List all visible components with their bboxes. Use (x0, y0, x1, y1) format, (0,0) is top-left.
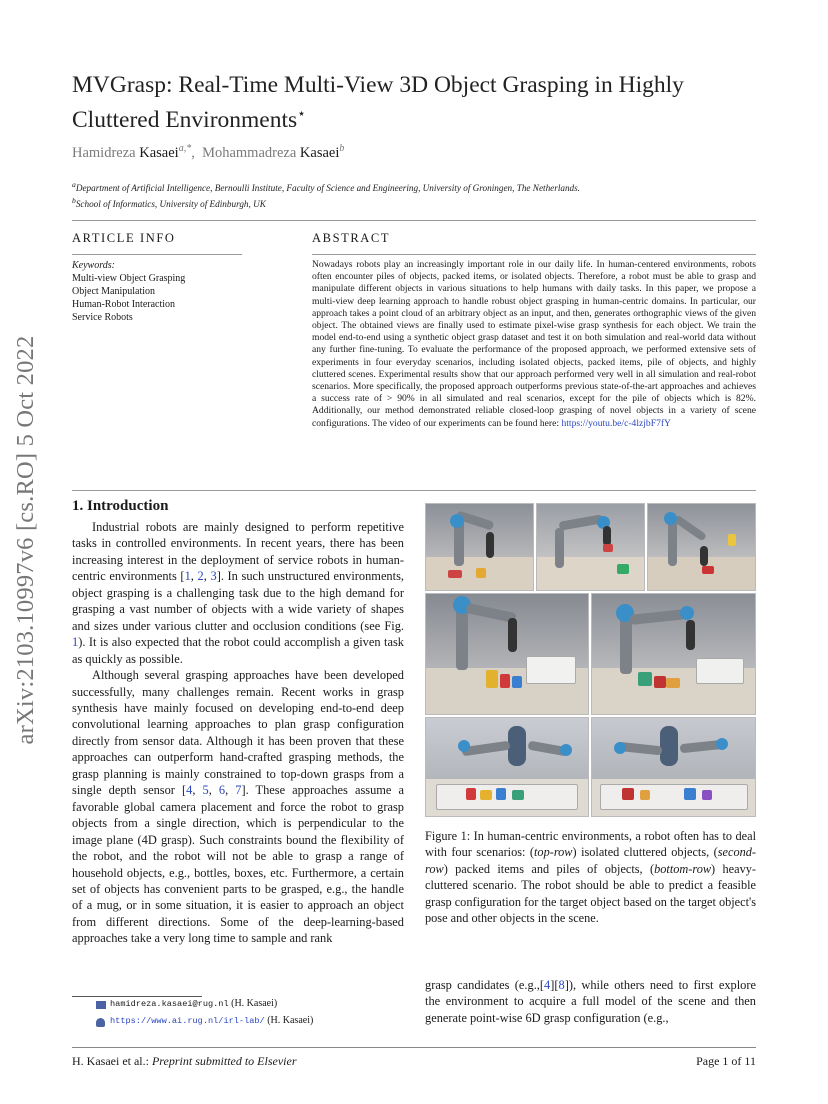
paragraph-text: ). It is also expected that the robot could accomplish a given task as quickly as possible. (72, 635, 404, 666)
paragraph-text: Industrial robots are mainly designed to perform repetitive tasks in controlled environments. In recent years, there has been increasing interest in the deployment of service robots in human-centric environments [ (72, 520, 404, 584)
article-info-heading: ARTICLE INFO (72, 231, 176, 245)
caption-text: ) heavy-cluttered scenario. The robot should be able to predict a feasible grasp configuration for the target object based on the target object's pose and other objects in the scene. (425, 861, 756, 926)
affil-mark: b (72, 196, 76, 205)
photo-pile-of-objects (591, 593, 756, 715)
paper-title (72, 70, 762, 135)
citation-link[interactable]: 8 (558, 978, 565, 992)
author-first-name: Hamidreza (72, 144, 136, 161)
affil-text: Department of Artificial Intelligence, Bernoulli Institute, Faculty of Science and Engineering, University of Groningen, The Netherlands. (75, 183, 581, 194)
intro-paragraph-1: Industrial robots are mainly designed to perform repetitive tasks in controlled environments. In recent years, there has been increasing interest in the deployment of service robots in human-centric environments [1, 2, 3]. In such unstructured environments, object grasping is a challenging task due to the high demand for grasping a vast number of objects with a wide variety of shapes and sizes under various clutter and occlusion conditions (see Fig. 1). It is also expected that the robot could accomplish a given task as quickly as possible. (72, 520, 404, 666)
footnote-url (110, 1015, 313, 1026)
affiliation-b (72, 196, 266, 209)
figure-1-photo-grid (425, 503, 755, 815)
footer-journal: Preprint submitted to Elsevier (151, 1054, 297, 1068)
affiliation-a (72, 180, 580, 193)
footnote-email (110, 998, 277, 1009)
envelope-icon (96, 1001, 106, 1009)
right-column-text: grasp candidates (e.g.,[4][8]), while others need to first explore the environment to acquire a full model of the scene and then generate point-wise 6D grasp configuration (e.g., (425, 978, 756, 1025)
paragraph-text: ]. These approaches assume a favorable global camera placement and force the robot to grasp objects from a single direction, which is perpendicular to the image plane (4D grasp). Such constraints bound the flexibility of the robot, and the robot will not be able to grasp a range of household objects, e.g., bottles, boxes, etc. Furthermore, a certain set of objects has convenient parts to be grasped, e.g., the handle of a mug, or in some situation, it is easier to approach an object from different directions. Some of the deep-learning-based approaches take a very long time to sample and rank (72, 783, 404, 946)
keyword-item: Object Manipulation (72, 286, 156, 297)
photo-cluttered-2 (591, 717, 756, 817)
keyword-item: Multi-view Object Grasping (72, 273, 186, 284)
photo-isolated-1 (425, 503, 534, 591)
email-link[interactable]: hamidreza.kasaei@rug.nl (110, 999, 229, 1009)
author-last-name: Kasaei (139, 144, 179, 161)
author-list: Hamidreza Kasaei$^{a,*}$, Mohammadreza Kasaei$^b$ (72, 143, 345, 161)
lab-url-link[interactable]: https://www.ai.rug.nl/irl-lab/ (110, 1016, 265, 1026)
abstract-end-divider (72, 490, 756, 491)
abstract-divider (312, 254, 756, 255)
footer-authors: H. Kasaei et al.: (72, 1054, 152, 1068)
caption-text: ) isolated cluttered objects, ( (572, 845, 718, 860)
photo-packed-items (425, 593, 589, 715)
page-number: Page 1 of 11 (696, 1054, 756, 1068)
author-affil-mark: a,* (178, 143, 192, 154)
caption-emphasis: bottom-row (654, 861, 712, 876)
video-link[interactable]: https://youtu.be/c-4lzjbF7fY (561, 417, 671, 429)
citation-link[interactable]: 4 (186, 783, 193, 798)
section-heading-introduction: 1. Introduction (72, 498, 169, 514)
intro-paragraph-2: Although several grasping approaches have been developed successfully, many challenges remain. Recent works in grasp synthesis have mainly focused on developing end-to-end deep convolutional learning approaches to plan grasp configuration directly from sensor data. Although it has been proven that these approaches can outperform hand-crafted grasping methods, the grasp planning is mainly constrained to top-down grasps from a single depth sensor [4, 5, 6, 7]. These approaches assume a favorable global camera placement and force the robot to grasp objects from a single direction, which is perpendicular to the image plane (4D grasp). Such constraints bound the flexibility of the robot, and the robot will not be able to grasp a range of household objects, e.g., bottles, boxes, etc. Furthermore, a certain set of objects has convenient parts to be grasped, e.g., the handle of a mug, or in some situation, it is easier to approach an object from different directions. Some of the deep-learning-based approaches take a very long time to sample and rank (72, 668, 404, 946)
figure-1-caption (425, 828, 756, 927)
person-icon (96, 1018, 105, 1027)
citation-link[interactable]: 3 (210, 569, 217, 584)
title-text: MVGrasp: Real-Time Multi-View 3D Object Grasping in Highly Cluttered Environments (72, 72, 684, 133)
keyword-item: Human-Robot Interaction (72, 299, 176, 310)
citation-link[interactable]: 5 (202, 783, 209, 798)
photo-isolated-3 (647, 503, 756, 591)
caption-text: In human-centric environments, a robot often has to deal with four scenarios: ( (425, 829, 757, 860)
paragraph-text: ]), while others need to first explore the environment to acquire a full model of the scene and then generate point-wise 6D grasp configuration (e.g., (425, 978, 756, 1025)
abstract-heading: ABSTRACT (312, 231, 391, 245)
author-last-name: Kasaei (299, 144, 340, 161)
abstract-text: Nowadays robots play an increasingly important role in our daily life. In human-centered environments, robots often encounter piles of objects, packed items, or isolated objects. Therefore, a robot must be able to grasp and manipulate different objects in various situations to help humans with daily tasks. In this paper, we propose a multi-view deep learning approach to handle robust object grasping in human-centric domains. In particular, our approach takes a point cloud of an arbitrary object as an input, and then, generates orthographic views of the given object. The obtained views are finally used to estimate pixel-wise grasp synthesis for each object. We train the model end-to-end using a synthetic object grasp dataset and test it on both simulation and real-world data without any further fine-tuning. To evaluate the performance of the proposed approach, we performed extensive sets of experiments in four everyday scenarios, including isolated objects, packed items, pile of objects, and highly cluttered scenes. Experimental results show that our approach performed very well in all simulation and real-robot scenarios. More specifically, the proposed approach outperforms previous state-of-the-art approaches and achieves a success rate of > 90% in all simulated and real scenarios, except for the pile of objects which is 82%. Additionally, our method demonstrated reliable closed-loop grasping of novel objects in a variety of scene configurations. The video of our experiments can be found here: (312, 259, 756, 429)
header-divider (72, 220, 756, 221)
article-info-divider (72, 254, 242, 255)
keyword-item: Service Robots (72, 312, 133, 323)
citation-link[interactable]: 7 (235, 783, 242, 798)
caption-text: ) packed items and piles of objects, ( (443, 861, 655, 876)
affil-text: School of Informatics, University of Edinburgh, UK (75, 199, 266, 210)
introduction-body (72, 519, 404, 947)
author-first-name: Mohammadreza (202, 144, 297, 161)
citation-link[interactable]: 2 (197, 569, 204, 584)
caption-label: Figure 1: (425, 829, 471, 843)
title-star-mark: ⋆ (297, 107, 306, 122)
photo-cluttered-1 (425, 717, 589, 817)
footer-running-head (72, 1054, 297, 1069)
arxiv-side-label (4, 300, 50, 780)
caption-emphasis: top-row (534, 845, 573, 860)
caption-emphasis: second-row (425, 845, 756, 876)
author-affil-mark: b (339, 143, 345, 154)
paragraph-text: Although several grasping approaches have been developed successfully, many challenges remain. Recent works in grasp synthesis have mainly focused on developing end-to-end deep convolutional learning approaches to plan grasp configuration directly from sensor data. Although it has been proven that these approaches can outperform hand-crafted grasping methods, the grasp planning is mainly constrained to top-down grasps from a single depth sensor [ (72, 668, 404, 798)
figure-ref-link[interactable]: 1 (72, 635, 79, 650)
paragraph-text: ]. In such unstructured environments, object grasping is a challenging task due to the high demand for grasping a vast number of objects with a wide variety of shapes and sizes under various clutter and occlusion conditions (see Fig. (72, 569, 404, 633)
footnote-text: (H. Kasaei) (264, 1015, 314, 1026)
keywords-label: Keywords: (72, 260, 115, 271)
citation-link[interactable]: 1 (184, 569, 191, 584)
arxiv-id-text: arXiv:2103.10997v6 [cs.RO] 5 Oct 2022 (12, 335, 39, 745)
citation-link[interactable]: 4 (544, 978, 551, 992)
footer-divider (72, 1047, 756, 1048)
abstract-body (312, 259, 756, 430)
footnote-divider (72, 996, 202, 997)
citation-link[interactable]: 6 (218, 783, 226, 798)
paragraph-text: grasp candidates (e.g.,[ (425, 978, 545, 992)
footnote-text: (H. Kasaei) (228, 998, 278, 1009)
affil-mark: a (72, 180, 76, 189)
photo-isolated-2 (536, 503, 645, 591)
